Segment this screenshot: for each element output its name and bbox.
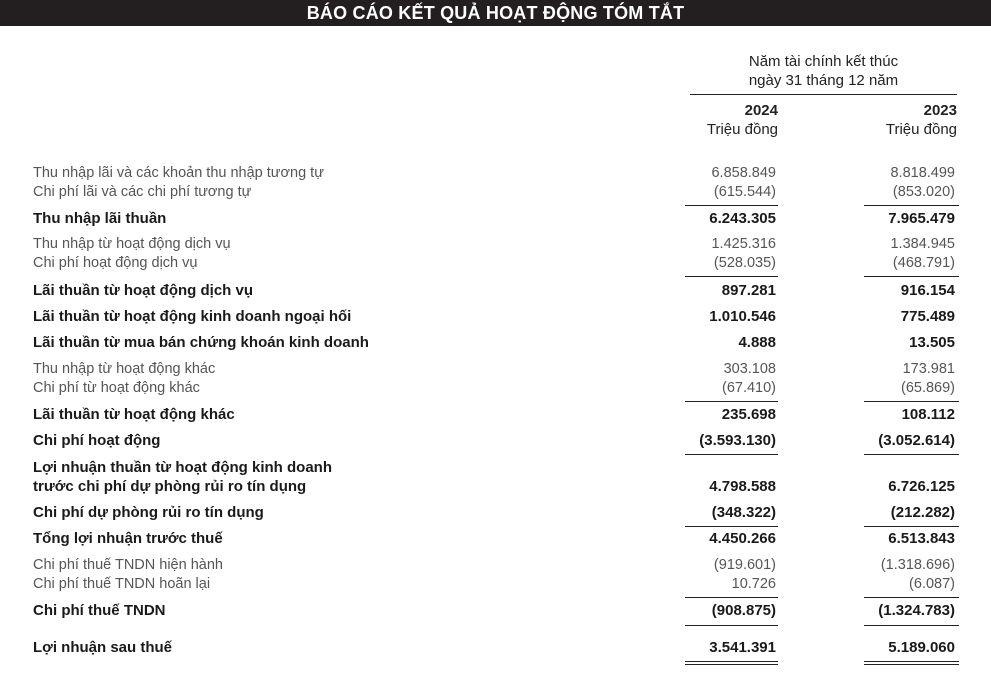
value-2023: 108.112 <box>901 406 955 423</box>
value-2024: 235.698 <box>721 406 776 423</box>
subtotal-rule <box>685 205 778 206</box>
value-2023: 5.189.060 <box>888 639 955 656</box>
value-2023: 7.965.479 <box>888 210 955 227</box>
row-label: Chi phí hoạt động dịch vụ <box>33 255 198 271</box>
value-2024: (348.322) <box>711 504 776 521</box>
row-label: Lãi thuần từ mua bán chứng khoán kinh doanh <box>33 334 369 351</box>
value-2024: 1.010.546 <box>709 308 776 325</box>
row-label: Chi phí từ hoạt động khác <box>33 380 200 396</box>
row-label: Lợi nhuận sau thuế <box>33 639 172 656</box>
value-2023: (468.791) <box>892 255 955 271</box>
value-2024: (919.601) <box>713 557 776 573</box>
subtotal-rule <box>685 401 778 402</box>
period-header <box>690 52 957 90</box>
subtotal-rule <box>864 401 959 402</box>
value-2023: 8.818.499 <box>890 165 955 181</box>
value-2024: (67.410) <box>721 380 776 396</box>
subtotal-rule <box>685 625 778 626</box>
subtotal-rule <box>864 205 959 206</box>
row-label: Chi phí dự phòng rủi ro tín dụng <box>33 504 264 521</box>
subtotal-rule <box>864 454 959 455</box>
value-2024: 10.726 <box>731 576 776 592</box>
value-2023: 1.384.945 <box>890 236 955 252</box>
double-rule <box>864 664 959 665</box>
value-2024: 4.798.588 <box>709 478 776 495</box>
row-label: Chi phí lãi và các chi phí tương tự <box>33 184 252 200</box>
row-label: Chi phí thuế TNDN <box>33 602 166 619</box>
row-label: Lãi thuần từ hoạt động kinh doanh ngoại hối <box>33 308 352 325</box>
value-2023: 775.489 <box>900 308 955 325</box>
row-label: Lãi thuần từ hoạt động khác <box>33 406 235 423</box>
value-2024: 303.108 <box>723 361 776 377</box>
subtotal-rule <box>685 454 778 455</box>
value-2024: 897.281 <box>721 282 776 299</box>
year-2023-header: 2023 <box>923 102 957 119</box>
subtotal-rule <box>685 526 778 527</box>
value-2024: 6.858.849 <box>711 165 776 181</box>
row-label: Lãi thuần từ hoạt động dịch vụ <box>33 282 254 299</box>
period-line-2: ngày 31 tháng 12 năm <box>748 72 899 89</box>
subtotal-rule <box>864 526 959 527</box>
unit-2023-header: Triệu đồng <box>885 121 957 138</box>
value-2024: 1.425.316 <box>711 236 776 252</box>
row-label: Tổng lợi nhuận trước thuế <box>33 530 223 547</box>
subtotal-rule <box>864 597 959 598</box>
row-label: Chi phí thuế TNDN hiện hành <box>33 557 223 573</box>
value-2024: (615.544) <box>713 184 776 200</box>
value-2023: 916.154 <box>900 282 955 299</box>
row-label: trước chi phí dự phòng rủi ro tín dụng <box>33 478 307 495</box>
row-label: Thu nhập lãi và các khoản thu nhập tương tự <box>33 165 324 181</box>
value-2024: 4.450.266 <box>709 530 776 547</box>
value-2024: 6.243.305 <box>709 210 776 227</box>
value-2024: (3.593.130) <box>699 432 776 449</box>
subtotal-rule <box>685 597 778 598</box>
value-2023: (853.020) <box>892 184 955 200</box>
double-rule <box>685 661 778 662</box>
row-label: Chi phí thuế TNDN hoãn lại <box>33 576 211 592</box>
value-2024: 3.541.391 <box>709 639 776 656</box>
double-rule <box>864 661 959 662</box>
subtotal-rule <box>685 276 778 277</box>
value-2023: (3.052.614) <box>878 432 955 449</box>
row-label: Chi phí hoạt động <box>33 432 161 449</box>
value-2023: (65.869) <box>900 380 955 396</box>
row-label: Thu nhập từ hoạt động khác <box>33 361 216 377</box>
row-label: Thu nhập từ hoạt động dịch vụ <box>33 236 231 252</box>
double-rule <box>685 664 778 665</box>
header-rule <box>690 94 957 95</box>
value-2023: 13.505 <box>909 334 955 351</box>
value-2023: 173.981 <box>902 361 955 377</box>
year-2024-header: 2024 <box>744 102 778 119</box>
period-line-1: Năm tài chính kết thúc <box>748 53 899 70</box>
value-2024: (528.035) <box>713 255 776 271</box>
value-2024: (908.875) <box>711 602 776 619</box>
subtotal-rule <box>864 625 959 626</box>
value-2023: 6.726.125 <box>888 478 955 495</box>
row-label: Thu nhập lãi thuần <box>33 210 167 227</box>
value-2024: 4.888 <box>738 334 776 351</box>
value-2023: 6.513.843 <box>888 530 955 547</box>
row-label: Lợi nhuận thuần từ hoạt động kinh doanh <box>33 459 332 476</box>
value-2023: (1.324.783) <box>878 602 955 619</box>
unit-2024-header: Triệu đồng <box>706 121 778 138</box>
subtotal-rule <box>864 276 959 277</box>
value-2023: (6.087) <box>909 576 955 592</box>
report-title: BÁO CÁO KẾT QUẢ HOẠT ĐỘNG TÓM TẮT <box>0 0 991 26</box>
value-2023: (1.318.696) <box>880 557 955 573</box>
value-2023: (212.282) <box>890 504 955 521</box>
